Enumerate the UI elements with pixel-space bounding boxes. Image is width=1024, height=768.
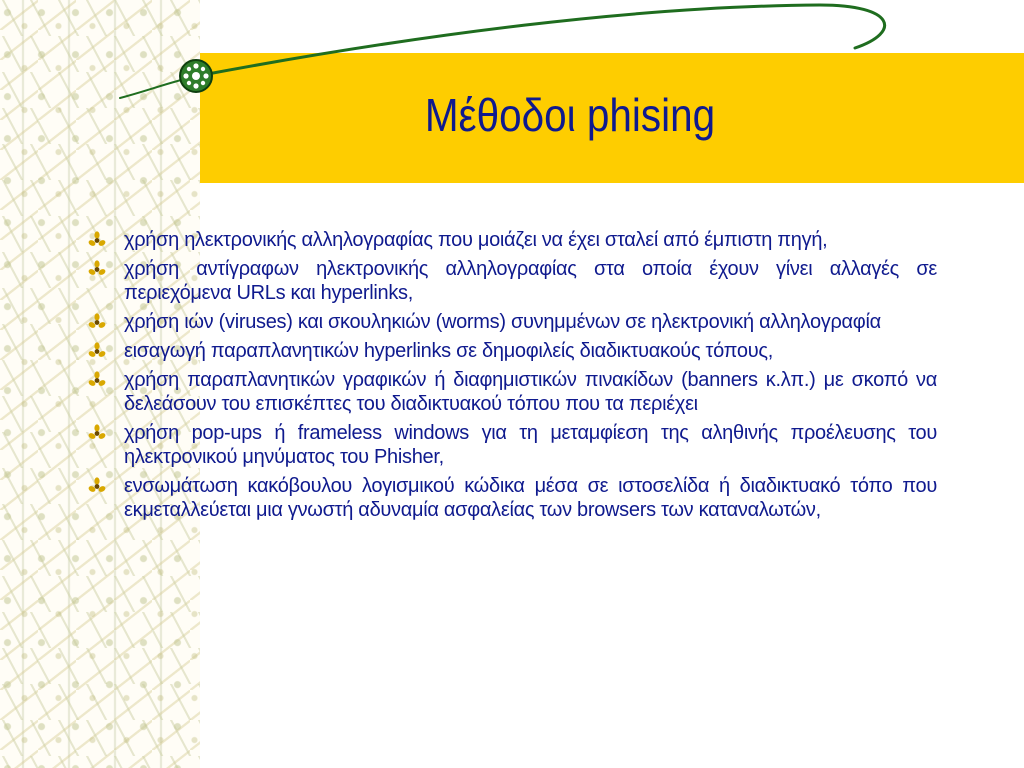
green-dotted-circle-ornament-icon: [180, 60, 212, 92]
yellow-flower-bullet-icon: [88, 231, 106, 249]
bullet-item: [88, 368, 937, 416]
swoosh-line: [197, 5, 885, 76]
bullet-item: [88, 474, 937, 522]
bullet-list: [88, 228, 937, 527]
bullet-text: χρήση παραπλανητικών γραφικών ή διαφημιστικών πινακίδων (banners κ.λπ.) με σκοπό να δελεάσουν του επισκέπτες του διαδικτυακού τόπου που τα περιέχει: [124, 369, 937, 415]
bullet-item: [88, 339, 937, 363]
bullet-text: χρήση ιών (viruses) και σκουληκιών (worms) συνημμένων σε ηλεκτρονική αλληλογραφία: [124, 311, 881, 333]
bullet-text: χρήση αντίγραφων ηλεκτρονικής αλληλογραφίας στα οποία έχουν γίνει αλλαγές σε περιεχόμενα URLs και hyperlinks,: [124, 258, 937, 304]
bullet-item: [88, 310, 937, 334]
yellow-flower-bullet-icon: [88, 424, 106, 442]
slide-title: Μέθοδοι phising: [424, 89, 716, 141]
yellow-flower-bullet-icon: [88, 371, 106, 389]
bullet-text: χρήση ηλεκτρονικής αλληλογραφίας που μοιάζει να έχει σταλεί από έμπιστη πηγή,: [124, 229, 828, 251]
bullet-text: ενσωμάτωση κακόβουλου λογισμικού κώδικα μέσα σε ιστοσελίδα ή διαδικτυακό τόπο που εκμεταλλεύεται μια γνωστή αδυναμία ασφαλείας των browsers των καταναλωτών,: [124, 475, 937, 521]
bullet-item: [88, 228, 937, 252]
yellow-flower-bullet-icon: [88, 477, 106, 495]
bullet-text: εισαγωγή παραπλανητικών hyperlinks σε δημοφιλείς διαδικτυακούς τόπους,: [124, 340, 773, 362]
bullet-item: [88, 421, 937, 469]
yellow-flower-bullet-icon: [88, 342, 106, 360]
bullet-text: χρήση pop-ups ή frameless windows για τη μεταμφίεση της αληθινής προέλευσης του ηλεκτρονικού μηνύματος του Phisher,: [124, 422, 937, 468]
yellow-flower-bullet-icon: [88, 313, 106, 331]
yellow-flower-bullet-icon: [88, 260, 106, 278]
bullet-item: [88, 257, 937, 305]
